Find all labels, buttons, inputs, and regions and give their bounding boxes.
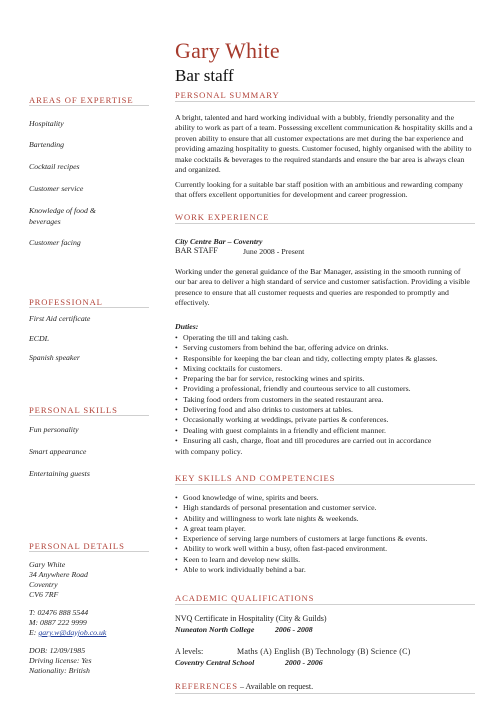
key-skill-item: • Good knowledge of wine, spirits and beers. [175,493,485,503]
phone-landline: T: 02476 888 5544 [29,608,89,617]
duty-item: • Providing a professional, friendly and courteous service to all customers. [175,384,485,394]
phone-mobile: M: 0887 222 9999 [29,618,87,627]
skills-heading: PERSONAL SKILLS [29,405,118,415]
divider [29,105,149,106]
expertise-item: Cocktail recipes [29,162,80,171]
key-skills-heading: KEY SKILLS AND COMPETENCIES [175,473,336,483]
duty-item: • Mixing cocktails for customers. [175,364,485,374]
job-title: BAR STAFF [175,246,218,255]
qualification-1: NVQ Certificate in Hospitality (City & Guilds) [175,614,327,623]
divider [29,307,149,308]
expertise-item: Bartending [29,140,65,149]
expertise-item: Hospitality [29,119,64,128]
summary-objective: Currently looking for a suitable bar staff position with an ambitious and rewarding company that offers excellent opportunities for development and career progression. [175,180,464,200]
professional-heading: PROFESSIONAL [29,297,103,307]
job-role: Bar staff [175,66,234,85]
nationality: Nationality: British [29,666,90,675]
key-skill-item: • High standards of personal presentation and customer service. [175,503,485,513]
key-skill-item: • A great team player. [175,524,485,534]
expertise-item: Customer facing [29,238,81,247]
school-2: Coventry Central School [175,658,255,667]
duties-list [175,333,485,446]
duty-item: • Ensuring all cash, charge, float and till procedures are carried out in accordance [175,436,485,446]
duty-item: • Occasionally working at weddings, private parties & conferences. [175,415,485,425]
email-prefix: E: [29,628,39,637]
address-line: Coventry [29,580,58,589]
duty-item: • Delivering food and also drinks to customers at tables. [175,405,485,415]
duty-item: • Operating the till and taking cash. [175,333,485,343]
references-row [175,681,313,691]
alevels-grades: Maths (A) English (B) Technology (B) Science (C) [237,647,411,656]
expertise-item: Customer service [29,184,84,193]
divider [29,551,149,552]
candidate-name: Gary White [175,38,280,63]
driving-license: Driving license: Yes [29,656,92,665]
references-heading: REFERENCES [175,681,238,691]
skill-item: Entertaining guests [29,469,90,478]
divider [175,223,475,224]
date-of-birth: DOB: 12/09/1985 [29,646,86,655]
address-line: Gary White [29,560,66,569]
years-1: 2006 - 2008 [275,625,313,634]
key-skill-item: • Keen to learn and develop new skills. [175,555,485,565]
school-1: Nuneaton North College [175,625,255,634]
address-line: CV6 7RF [29,590,59,599]
key-skill-item: • Experience of serving large numbers of customers at large functions & events. [175,534,485,544]
email-link[interactable]: gary.w@dayjob.co.uk [38,628,107,637]
duty-item: • Serving customers from behind the bar, offering advice on drinks. [175,343,485,353]
skill-item: Smart appearance [29,447,87,456]
references-text: – Available on request. [237,682,314,691]
duty-item: • Responsible for keeping the bar clean and tidy, collecting empty plates & glasses. [175,354,485,364]
details-heading: PERSONAL DETAILS [29,541,125,551]
divider [175,101,475,102]
divider [175,484,475,485]
summary-paragraph: A bright, talented and hard working individual with a bubbly, friendly personality and the ability to work as part of a team. Possessing excellent communication & hospitality skills and a proven ability to ensure that all customer expectations are met during the bar experience and providing amazing hospitality to guests. Customer focused, highly organised with the ability to make cocktails & beverages to the required standards and ensure the bar area is always clean and organized. [175,113,473,175]
duty-item: • Preparing the bar for service, restocking wines and spirits. [175,374,485,384]
academic-heading: ACADEMIC QUALIFICATIONS [175,593,315,603]
work-heading: WORK EXPERIENCE [175,212,270,222]
key-skill-item: • Ability to work well within a busy, often fast-paced environment. [175,544,485,554]
years-2: 2000 - 2006 [285,658,323,667]
employer: City Centre Bar – Coventry [175,237,263,246]
divider [175,604,475,605]
job-dates: June 2008 - Present [243,247,305,256]
divider [175,693,475,694]
job-description: Working under the general guidance of the Bar Manager, assisting in the smooth running of our bar area to deliver a high standard of service and customer satisfaction. Providing a visible presence to ensure that all customer requests and queries are responded to promptly and effectively. [175,267,470,308]
address-line: 34 Anywhere Road [29,570,88,579]
alevels-label: A levels: [175,647,204,656]
expertise-item: Knowledge of food & [29,206,96,215]
duty-item: • Taking food orders from customers in the seated restaurant area. [175,395,485,405]
key-skill-item: • Ability and willingness to work late nights & weekends. [175,514,485,524]
duty-item: • Dealing with guest complaints in a friendly and efficient manner. [175,426,485,436]
key-skill-item: • Able to work individually behind a bar. [175,565,485,575]
professional-item: First Aid certificate [29,314,91,323]
key-skills-list [175,493,485,575]
duty-continuation: with company policy. [175,447,243,456]
professional-item: ECDL [29,334,49,343]
professional-item: Spanish speaker [29,353,80,362]
skill-item: Fun personality [29,425,79,434]
expertise-item: beverages [29,217,61,226]
email-row [29,628,106,638]
divider [29,415,149,416]
duties-label: Duties: [175,322,199,331]
expertise-heading: AREAS OF EXPERTISE [29,95,134,105]
summary-heading: PERSONAL SUMMARY [175,90,280,100]
